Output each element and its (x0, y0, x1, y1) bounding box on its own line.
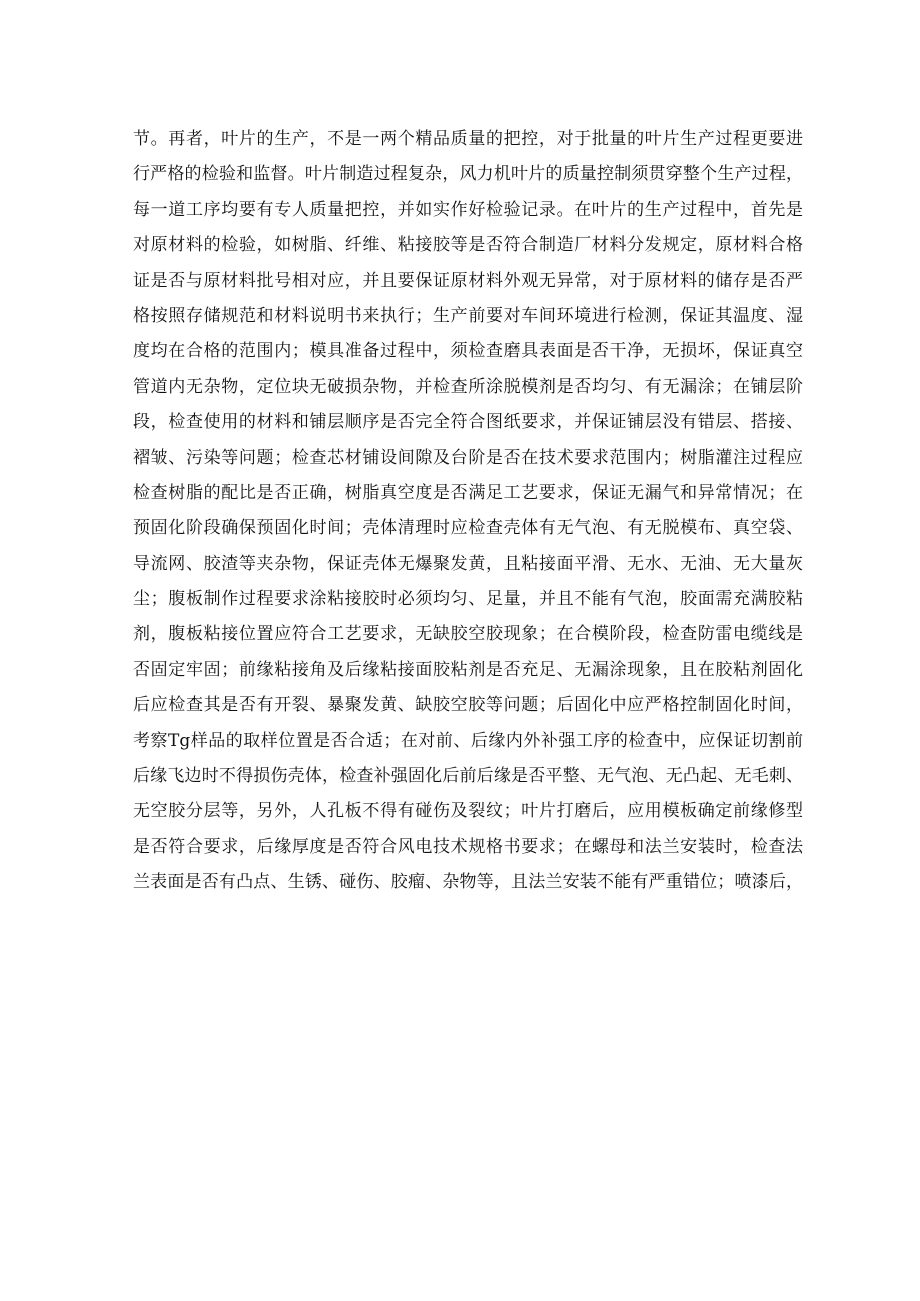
text-line: 每一道工序均要有专人质量把控，并如实作好检验记录。在叶片的生产过程中，首先是 (133, 199, 803, 220)
text-line: 段，检查使用的材料和铺层顺序是否完全符合图纸要求，并保证铺层没有错层、搭接、 (133, 412, 803, 433)
text-line: 节。再者，叶片的生产，不是一两个精品质量的把控，对于批量的叶片生产过程更要进 (133, 129, 803, 149)
text-line: 兰表面是否有凸点、生锈、碰伤、胶瘤、杂物等，且法兰安装不能有严重错位；喷漆后， (133, 872, 803, 893)
text-line: 对原材料的检验，如树脂、纤维、粘接胶等是否符合制造厂材料分发规定，原材料合格 (133, 235, 803, 256)
body-text (133, 122, 803, 901)
text-line: 证是否与原材料批号相对应，并且要保证原材料外观无异常，对于原材料的储存是否严 (133, 270, 803, 291)
text-line: 导流网、胶渣等夹杂物，保证壳体无爆聚发黄，且粘接面平滑、无水、无油、无大量灰 (133, 553, 803, 574)
text-line: 褶皱、污染等问题；检查芯材铺设间隙及台阶是否在技术要求范围内；树脂灌注过程应 (133, 447, 803, 468)
text-line: 格按照存储规范和材料说明书来执行；生产前要对车间环境进行检测，保证其温度、湿 (133, 305, 803, 326)
text-line: 剂，腹板粘接位置应符合工艺要求，无缺胶空胶现象；在合模阶段，检查防雷电缆线是 (133, 624, 803, 645)
text-line: 否固定牢固；前缘粘接角及后缘粘接面胶粘剂是否充足、无漏涂现象，且在胶粘剂固化 (133, 659, 803, 680)
text-line: 度均在合格的范围内；模具准备过程中，须检查磨具表面是否干净，无损坏，保证真空 (133, 341, 803, 362)
text-line: 是否符合要求，后缘厚度是否符合风电技术规格书要求；在螺母和法兰安装时，检查法 (133, 836, 803, 857)
text-line: 考察Tg样品的取样位置是否合适；在对前、后缘内外补强工序的检查中，应保证切割前 (133, 730, 803, 751)
text-line: 检查树脂的配比是否正确，树脂真空度是否满足工艺要求，保证无漏气和异常情况；在 (133, 482, 803, 503)
text-line: 尘；腹板制作过程要求涂粘接胶时必须均匀、足量，并且不能有气泡，胶面需充满胶粘 (133, 589, 803, 610)
text-line: 预固化阶段确保预固化时间；壳体清理时应检查壳体有无气泡、有无脱模布、真空袋、 (133, 518, 803, 539)
text-line: 后缘飞边时不得损伤壳体，检查补强固化后前后缘是否平整、无气泡、无凸起、无毛刺、 (133, 766, 803, 787)
text-line: 行严格的检验和监督。叶片制造过程复杂，风力机叶片的质量控制须贯穿整个生产过程， (133, 164, 803, 185)
text-line: 后应检查其是否有开裂、暴聚发黄、缺胶空胶等问题；后固化中应严格控制固化时间， (133, 695, 803, 716)
text-line: 无空胶分层等，另外，人孔板不得有碰伤及裂纹；叶片打磨后，应用模板确定前缘修型 (133, 801, 803, 822)
text-line: 管道内无杂物，定位块无破损杂物，并检查所涂脱模剂是否均匀、有无漏涂；在铺层阶 (133, 376, 803, 397)
